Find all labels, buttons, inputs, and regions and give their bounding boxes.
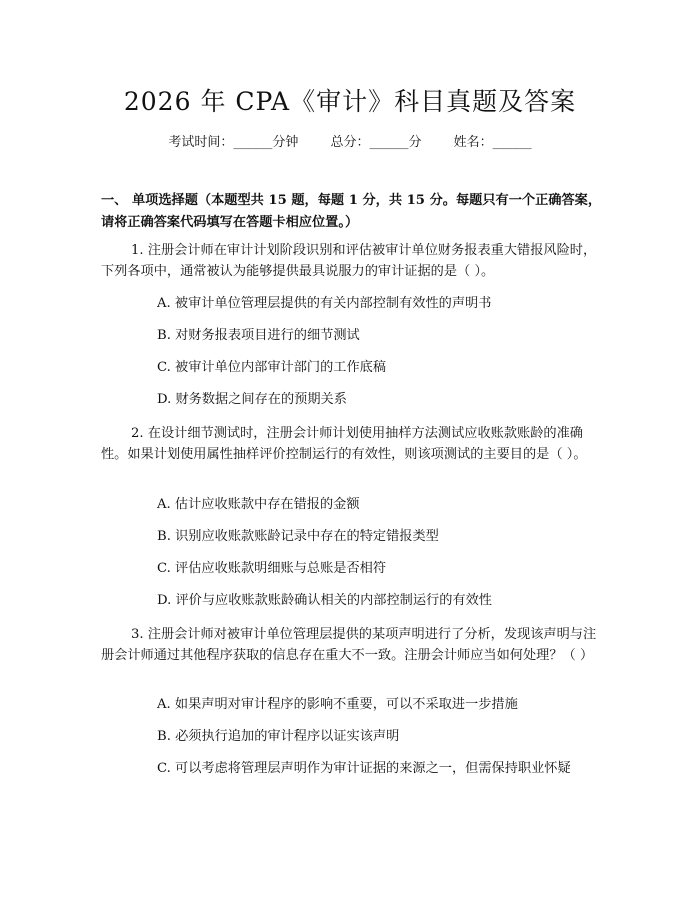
name-field: 姓名：______ [453,135,532,150]
question-3-option-a: A. 如果声明对审计程序的影响不重要，可以不采取进一步措施 [157,697,518,712]
question-2-option-c: C. 评估应收账款明细账与总账是否相符 [157,561,387,576]
exam-info-line [0,131,700,150]
total-score-field: 总分：______分 [330,135,422,150]
question-2-option-a: A. 估计应收账款中存在错报的金额 [157,497,360,512]
question-1-option-d: D. 财务数据之间存在的预期关系 [157,392,347,407]
question-1-text: 1. 注册会计师在审计计划阶段识别和评估被审计单位财务报表重大错报风险时，下列各项中，通常被认为能够提供最具说服力的审计证据的是（ ）。 [101,243,597,279]
question-2-text: 2. 在设计细节测试时，注册会计师计划使用抽样方法测试应收账款账龄的准确性。如果计划使用属性抽样评价控制运行的有效性，则该项测试的主要目的是（ ）。 [101,426,587,462]
question-3-text: 3. 注册会计师对被审计单位管理层提供的某项声明进行了分析，发现该声明与注册会计师通过其他程序获取的信息存在重大不一致。注册会计师应当如何处理？（ ） [101,627,597,663]
page-title: 2026 年 CPA《审计》科目真题及答案 [123,87,577,116]
question-3-option-c: C. 可以考虑将管理层声明作为审计证据的来源之一，但需保持职业怀疑 [157,761,571,776]
question-1-option-c: C. 被审计单位内部审计部门的工作底稿 [157,360,387,375]
question-2-option-d: D. 评价与应收账款账龄确认相关的内部控制运行的有效性 [157,593,492,608]
question-1-option-b: B. 对财务报表项目进行的细节测试 [157,328,360,343]
section-heading: 一、 单项选择题（本题型共 15 题，每题 1 分，共 15 分。每题只有一个正确答案，请将正确答案代码填写在答题卡相应位置。） [101,193,602,230]
exam-time-field: 考试时间：______分钟 [168,135,299,150]
question-2-option-b: B. 识别应收账款账龄记录中存在的特定错报类型 [157,529,439,544]
question-1-option-a: A. 被审计单位管理层提供的有关内部控制有效性的声明书 [157,296,492,311]
question-3-option-b: B. 必须执行追加的审计程序以证实该声明 [157,729,400,744]
